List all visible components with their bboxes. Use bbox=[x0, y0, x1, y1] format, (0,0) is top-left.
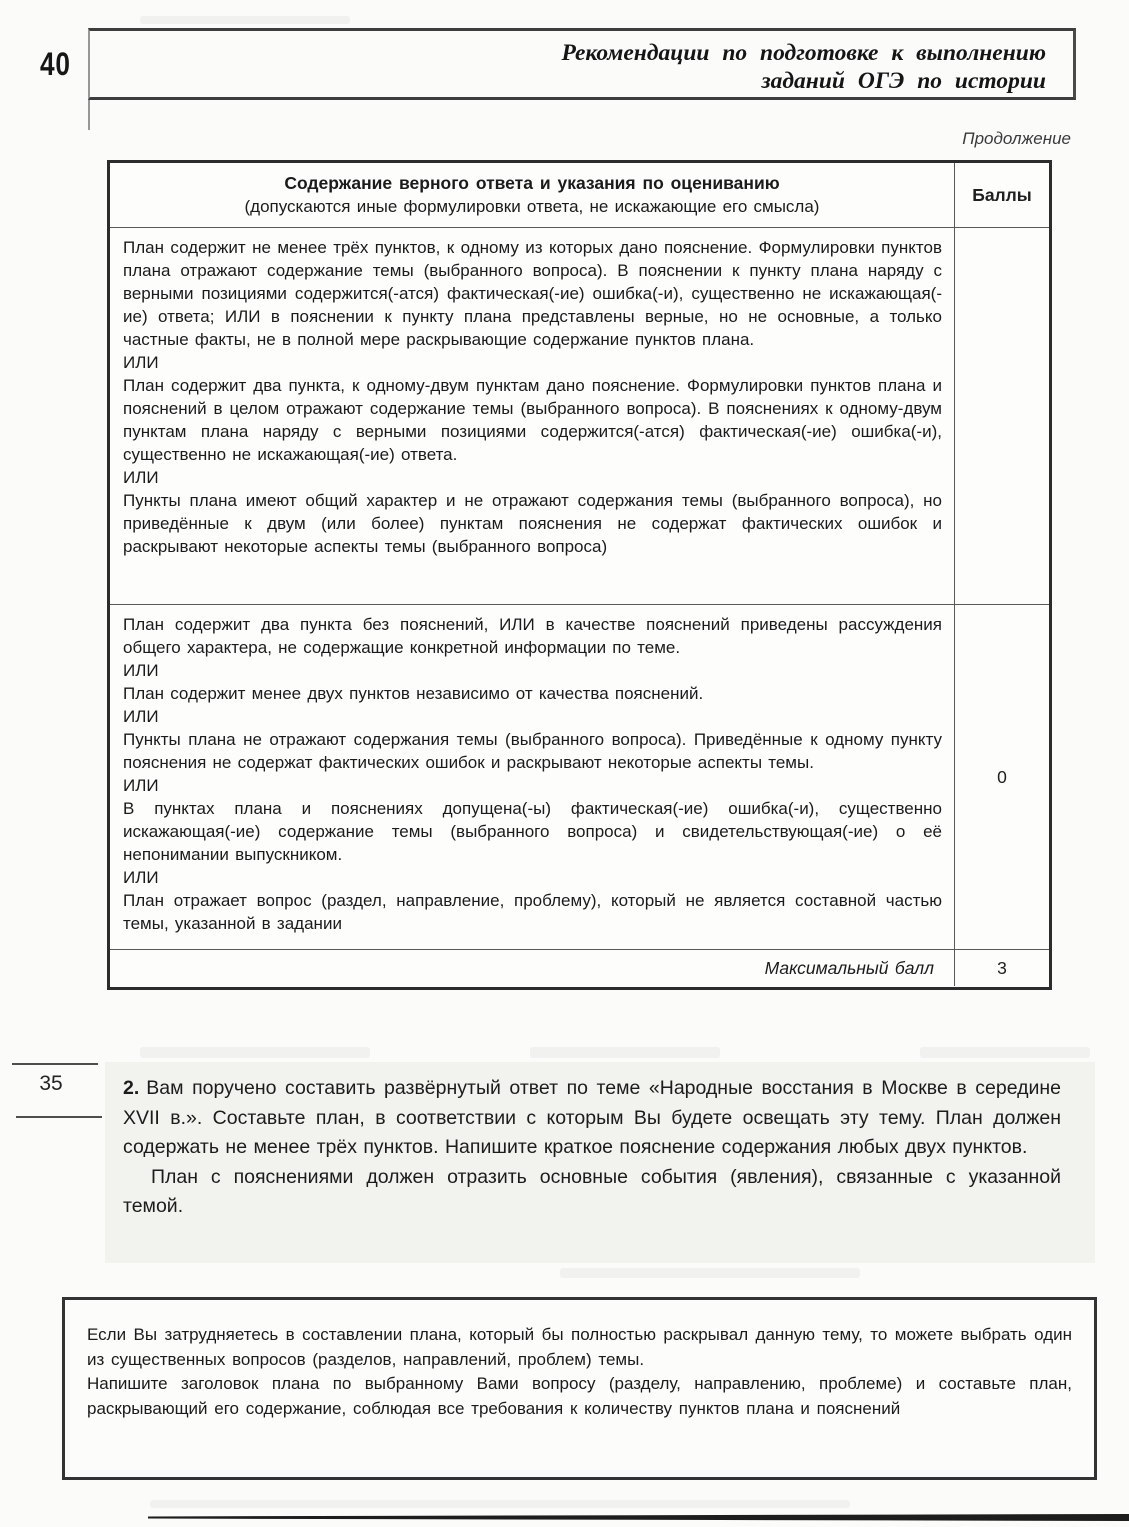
hint-box bbox=[62, 1297, 1097, 1480]
scan-smudge bbox=[150, 1500, 850, 1508]
hint-paragraph-2: Напишите заголовок плана по выбранному Вами вопросу (разделу, направлению, проблеме) и составьте план, раскрывающий его содержание, соблюдая все требования к количеству пунктов плана и пояснений bbox=[87, 1374, 1072, 1418]
criteria-paragraph: План содержит два пункта без пояснений, ИЛИ в качестве пояснений приведены рассуждения общего характера, не содержащие конкретной информации по теме. bbox=[123, 615, 942, 657]
running-head-line1: Рекомендации по подготовке к выполнению bbox=[561, 40, 1046, 66]
or-divider: ИЛИ bbox=[123, 353, 159, 372]
criteria-row-1 bbox=[110, 228, 1049, 605]
scan-smudge bbox=[140, 16, 350, 24]
page-number: 40 bbox=[40, 46, 71, 82]
scan-smudge bbox=[140, 1047, 370, 1058]
criteria-paragraph: В пунктах плана и пояснениях допущена(-ы) фактическая(-ие) ошибка(-и), существенно искажающая(-ие) содержание темы (выбранного вопроса) и свидетельствующая(-ие) о её непонимании выпускником. bbox=[123, 799, 942, 864]
scan-smudge bbox=[560, 1268, 860, 1278]
max-score-label: Максимальный балл bbox=[110, 950, 955, 986]
task-paragraph-1-text: Вам поручено составить развёрнутый ответ по теме «Народные восстания в Москве в середине XVII в.». Составьте план, в соответствии с которым Вы будете освещать эту тему. План должен содержать не менее трёх пунктов. Напишите краткое пояснение содержания любых двух пунктов. bbox=[123, 1077, 1061, 1158]
max-score-points: 3 bbox=[997, 957, 1007, 978]
criteria-paragraph: План содержит менее двух пунктов независимо от качества пояснений. bbox=[123, 684, 704, 703]
page-bottom-edge bbox=[148, 1514, 1129, 1521]
criteria-paragraph: План содержит не менее трёх пунктов, к одному из которых дано пояснение. Формулировки пунктов плана отражают содержание темы (выбранного вопроса). В пояснении к пункту плана наряду с верными позициями содержится(-атся) фактическая(-ие) ошибка(-и), существенно не искажающая(-ие) ответа; ИЛИ в пояснении к пункту плана представлены верные, но не основные, а только частные факты, не в полной мере раскрывающие содержание пунктов плана. bbox=[123, 238, 942, 349]
criteria-table bbox=[107, 160, 1052, 990]
running-head-title bbox=[110, 39, 1046, 95]
task-number: 2. bbox=[123, 1077, 140, 1099]
header-rule-tail bbox=[88, 100, 90, 130]
task-margin-number: 35 bbox=[39, 1072, 63, 1095]
running-head-line2: заданий ОГЭ по истории bbox=[761, 68, 1046, 94]
table-header-title: Содержание верного ответа и указания по оцениванию bbox=[284, 173, 780, 193]
or-divider: ИЛИ bbox=[123, 868, 159, 887]
criteria-paragraph: Пункты плана имеют общий характер и не отражают содержания темы (выбранного вопроса), но приведённые к двум (или более) пунктам пояснения не содержат фактических ошибок и раскрывают некоторые аспекты темы (выбранного вопроса) bbox=[123, 491, 942, 556]
table-header-row bbox=[110, 163, 1049, 228]
criteria-row-2-points: 0 bbox=[997, 766, 1007, 787]
criteria-row-2 bbox=[110, 605, 1049, 950]
table-header-subtitle: (допускаются иные формулировки ответа, не искажающие его смысла) bbox=[244, 197, 820, 216]
criteria-paragraph: Пункты плана не отражают содержания темы (выбранного вопроса). Приведённые к одному пункту пояснения не содержат фактических ошибок и раскрывают некоторые аспекты темы. bbox=[123, 730, 942, 772]
or-divider: ИЛИ bbox=[123, 661, 159, 680]
criteria-row-1-points bbox=[955, 228, 1049, 604]
continuation-label: Продолжение bbox=[962, 129, 1071, 148]
table-header-content-cell bbox=[110, 163, 955, 227]
scan-smudge bbox=[530, 1047, 720, 1058]
margin-rule-bottom bbox=[16, 1116, 102, 1118]
points-column-header: Баллы bbox=[972, 184, 1032, 205]
task-paragraph-1 bbox=[123, 1074, 1061, 1163]
criteria-row-1-text bbox=[110, 228, 955, 604]
criteria-paragraph: План отражает вопрос (раздел, направление, проблему), который не является составной частью темы, указанной в задании bbox=[123, 891, 942, 933]
scan-smudge bbox=[920, 1047, 1090, 1058]
task-paragraph-2: План с пояснениями должен отразить основные события (явления), связанные с указанной темой. bbox=[123, 1165, 1061, 1217]
hint-paragraph-1: Если Вы затрудняетесь в составлении плана, который бы полностью раскрывал данную тему, то можете выбрать один из существенных вопросов (разделов, направлений, проблем) темы. bbox=[87, 1325, 1072, 1369]
or-divider: ИЛИ bbox=[123, 468, 159, 487]
or-divider: ИЛИ bbox=[123, 707, 159, 726]
criteria-paragraph: План содержит два пункта, к одному-двум пунктам дано пояснение. Формулировки пунктов плана и пояснений в целом отражают содержание темы (выбранного вопроса). В пояснениях к одному-двум пунктам плана наряду с верными позициями содержится(-атся) фактическая(-ие) ошибка(-и), существенно не искажающая(-ие) ответа. bbox=[123, 376, 942, 464]
criteria-row-2-text bbox=[110, 605, 955, 949]
margin-rule-top bbox=[12, 1063, 98, 1065]
or-divider: ИЛИ bbox=[123, 776, 159, 795]
max-score-row bbox=[110, 950, 1049, 986]
task-text-block bbox=[123, 1074, 1061, 1222]
